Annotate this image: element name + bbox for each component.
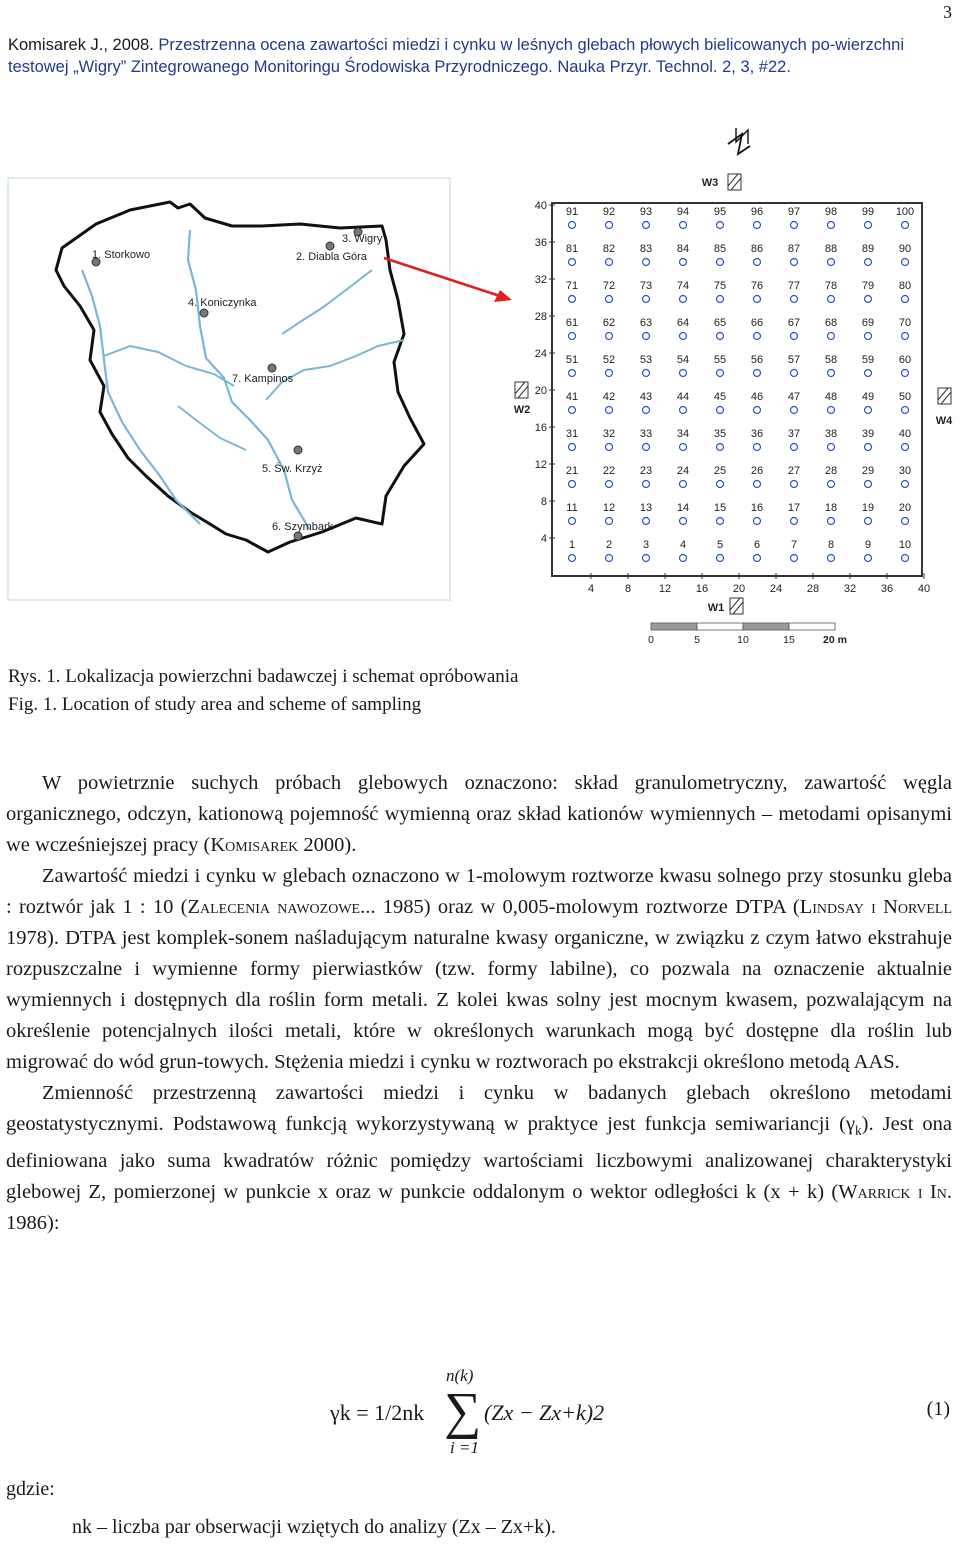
x-tick-label: 36 (880, 583, 894, 595)
sample-point-label: 54 (676, 354, 690, 366)
sample-point-label: 2 (605, 539, 613, 551)
site-marker-koniczynka (200, 309, 208, 317)
sample-point (902, 518, 909, 525)
sample-point (865, 481, 872, 488)
sample-point-label: 100 (895, 206, 915, 218)
well-label: W1 (707, 602, 725, 614)
site-label: 4. Koniczynka (188, 297, 257, 309)
sample-point-label: 67 (787, 317, 801, 329)
y-tick-label: 20 (534, 385, 547, 397)
sample-point (680, 444, 687, 451)
sample-point (828, 444, 835, 451)
sample-point (828, 333, 835, 340)
sample-point-label: 84 (676, 243, 690, 255)
page-number: 3 (943, 2, 952, 22)
sample-point (865, 407, 872, 414)
sample-point-label: 39 (861, 428, 875, 440)
y-tick-label: 24 (534, 348, 547, 360)
sample-point-label: 52 (602, 354, 616, 366)
poland-map (8, 178, 512, 600)
sample-point (717, 518, 724, 525)
well-marker-icon (728, 174, 741, 190)
sample-point (606, 259, 613, 266)
sample-point (865, 370, 872, 377)
sample-point (569, 518, 576, 525)
site-marker-diabla-gora (326, 242, 334, 250)
x-tick-label: 40 (917, 583, 931, 595)
sample-point-label: 46 (750, 391, 764, 403)
reference-lindsay: Lindsay i Norvell (799, 896, 952, 918)
sample-point-label: 9 (864, 539, 872, 551)
sample-point-label: 49 (861, 391, 875, 403)
well-label: W4 (935, 415, 953, 427)
reference-warrick: Warrick i In. (838, 1181, 952, 1204)
sample-point (754, 481, 761, 488)
sample-point-label: 22 (602, 465, 616, 477)
sum-lower-limit: i =1 (450, 1438, 479, 1457)
sample-point-label: 7 (790, 539, 798, 551)
sample-point (569, 555, 576, 562)
sample-point-label: 14 (676, 502, 690, 514)
sample-point (680, 407, 687, 414)
sample-point (791, 370, 798, 377)
sample-point-label: 95 (713, 206, 727, 218)
sample-point (791, 444, 798, 451)
sample-point-label: 99 (861, 206, 875, 218)
sample-point-label: 60 (898, 354, 912, 366)
sample-point-label: 38 (824, 428, 838, 440)
sample-point (680, 555, 687, 562)
y-tick-label: 28 (534, 311, 547, 323)
sample-point (902, 259, 909, 266)
sample-point-label: 3 (642, 539, 650, 551)
scale-bar-label: 10 (737, 634, 749, 646)
sample-point-label: 32 (602, 428, 616, 440)
x-tick-label: 32 (843, 583, 857, 595)
sample-point (569, 370, 576, 377)
sample-point-label: 47 (787, 391, 801, 403)
citation-header (8, 34, 952, 78)
sample-point-label: 65 (713, 317, 727, 329)
sample-point-label: 13 (639, 502, 653, 514)
where-label: gdzie: (6, 1478, 55, 1500)
sample-point (717, 444, 724, 451)
sample-point-label: 42 (602, 391, 616, 403)
sample-point (791, 481, 798, 488)
sample-point (902, 407, 909, 414)
sample-point-label: 44 (676, 391, 690, 403)
site-label: 7. Kampinos (232, 373, 294, 385)
sample-point (606, 333, 613, 340)
sample-point (754, 444, 761, 451)
equation-1 (0, 1368, 960, 1468)
sample-point-label: 31 (565, 428, 579, 440)
caption-en: Fig. 1. Location of study area and scheme of sampling (8, 694, 422, 715)
sample-point (606, 296, 613, 303)
sample-point (865, 518, 872, 525)
sample-point-label: 77 (787, 280, 801, 292)
sample-point (902, 370, 909, 377)
y-tick-label: 36 (534, 237, 547, 249)
sample-point-label: 15 (713, 502, 727, 514)
sample-point (902, 481, 909, 488)
paragraph-3: Zmienność przestrzenną zawartości miedzi i cynku w badanych glebach określono metodami geostatystycznymi. Podstawową funkcją wykorzystywaną w praktyce jest funkcja semiwariancji $(\gamma_k)$. Jest ona definiowana jako suma kwadratów różnic pomiędzy wartościami liczbowymi analizowanej charakterystyki glebowej Z, pomierzonej w punkcie x oraz w punkcie oddalonym o wektor odległości k (x + k) (Warrick i In. 1986): (6, 1082, 952, 1235)
sample-point (791, 518, 798, 525)
site-marker-kampinos (268, 364, 276, 372)
sample-point-label: 5 (716, 539, 724, 551)
sample-point-label: 71 (565, 280, 579, 292)
equation-number: (1) (926, 1398, 950, 1420)
sample-point (865, 222, 872, 229)
sample-point (791, 333, 798, 340)
sample-point (754, 555, 761, 562)
sample-point-label: 78 (824, 280, 838, 292)
sample-point (606, 481, 613, 488)
sample-point (606, 555, 613, 562)
sample-point (680, 370, 687, 377)
sample-point-label: 48 (824, 391, 838, 403)
sample-point-label: 41 (565, 391, 579, 403)
site-label: 1. Storkowo (92, 249, 151, 261)
sample-point (754, 407, 761, 414)
scale-bar-label: 0 (648, 634, 654, 646)
sample-point (902, 555, 909, 562)
sample-point (569, 481, 576, 488)
sample-point-label: 68 (824, 317, 838, 329)
sample-point (902, 444, 909, 451)
sample-point (643, 370, 650, 377)
sample-point (643, 481, 650, 488)
sample-point-label: 20 (898, 502, 912, 514)
sample-point (569, 444, 576, 451)
scale-bar-segment (697, 623, 743, 630)
sample-point-label: 19 (861, 502, 875, 514)
sample-point (828, 370, 835, 377)
sample-point (643, 555, 650, 562)
sample-point (569, 407, 576, 414)
sample-point (717, 259, 724, 266)
site-marker-szymbark (294, 532, 302, 540)
sample-point-label: 66 (750, 317, 764, 329)
sample-point-label: 55 (713, 354, 727, 366)
sample-point-label: 4 (679, 539, 687, 551)
sample-point (791, 407, 798, 414)
sample-point (791, 555, 798, 562)
site-label: 3. Wigry (342, 233, 383, 245)
sample-point (754, 370, 761, 377)
scale-bar-segment (789, 623, 835, 630)
pointer-arrow (384, 258, 500, 296)
y-tick-label: 8 (540, 496, 547, 508)
sample-point (828, 407, 835, 414)
sample-point-label: 93 (639, 206, 653, 218)
sample-point (717, 222, 724, 229)
sample-point-label: 72 (602, 280, 616, 292)
paragraph-1: W powietrznie suchych próbach glebowych oznaczono: skład granulometryczny, zawartość węgla organicznego, odczyn, kationową pojemność wymienną oraz skład kationów wymiennych – metodami opisanymi we wcześniejszej pracy (Komisarek 2000). (6, 772, 952, 856)
sample-point (865, 444, 872, 451)
sample-point-label: 35 (713, 428, 727, 440)
scale-bar-label: 20 m (823, 634, 847, 646)
sample-point (865, 296, 872, 303)
sample-point-label: 86 (750, 243, 764, 255)
sample-point (717, 296, 724, 303)
sample-point (902, 222, 909, 229)
sample-point-label: 96 (750, 206, 764, 218)
x-tick-label: 28 (806, 583, 820, 595)
sample-point (754, 518, 761, 525)
reference-komisarek: Komisarek (210, 834, 299, 856)
x-tick-label: 20 (732, 583, 746, 595)
sample-point-label: 10 (898, 539, 912, 551)
sample-point (680, 259, 687, 266)
sample-point (828, 259, 835, 266)
x-tick-label: 16 (695, 583, 709, 595)
sample-point-label: 53 (639, 354, 653, 366)
site-label: 6. Szymbark (272, 521, 334, 533)
sample-point (680, 518, 687, 525)
sample-point-label: 80 (898, 280, 912, 292)
sample-point-label: 11 (566, 502, 578, 514)
sample-point-label: 1 (568, 539, 576, 551)
sample-point (717, 370, 724, 377)
sample-point (569, 333, 576, 340)
sample-point (569, 296, 576, 303)
sample-point (754, 333, 761, 340)
figure-1 (0, 120, 960, 660)
sample-point (828, 555, 835, 562)
sample-point (717, 481, 724, 488)
sample-point (643, 444, 650, 451)
sample-point-label: 63 (639, 317, 653, 329)
sample-point-label: 17 (787, 502, 801, 514)
well-marker-icon (730, 598, 743, 614)
sample-point-label: 57 (787, 354, 801, 366)
sample-point-label: 79 (861, 280, 875, 292)
sample-point-label: 21 (565, 465, 579, 477)
well-marker-icon (515, 382, 528, 398)
well-label: W2 (513, 404, 531, 416)
sample-point-label: 40 (898, 428, 912, 440)
sample-point-label: 75 (713, 280, 727, 292)
y-tick-label: 12 (534, 459, 547, 471)
sample-point (865, 259, 872, 266)
citation-journal[interactable]: Nauka Przyr. Technol. 2, 3, #22. (557, 58, 791, 76)
sample-point-label: 30 (898, 465, 912, 477)
paragraph-2: Zawartość miedzi i cynku w glebach oznaczono w 1-molowym roztworze kwasu solnego przy stosunku gleba : roztwór jak 1 : 10 (Zalecenia nawozowe... 1985) oraz w 0,005-molowym roztworze DTPA (Lindsay i Norvell 1978). DTPA jest komplek-sonem naśladującym naturalne kwasy organiczne, w związku z czym łatwo ekstrahuje rozpuszczalne i wymienne formy pierwiastków (tzw. formy labilne), co pozwala na oznaczenie aktualnie wymiennych i dostępnych dla roślin form metali. Z kolei kwas solny jest mocnym kwasem, pozwalającym na określenie potencjalnych ilości metali, które w określonych warunkach mogą być dostępne dla roślin lub migrować do wód grun-towych. Stężenia miedzi i cynku w roztworach po ekstrakcji określono metodą AAS. (6, 865, 952, 1073)
sample-point-label: 76 (750, 280, 764, 292)
sample-point (606, 407, 613, 414)
caption-pl: Rys. 1. Lokalizacja powierzchni badawczej i schemat opróbowania (8, 666, 519, 687)
sample-point-label: 85 (713, 243, 727, 255)
sample-point-label: 70 (898, 317, 912, 329)
sample-point (828, 481, 835, 488)
sample-point (791, 259, 798, 266)
well-marker-icon (938, 388, 951, 404)
sample-point-label: 91 (565, 206, 579, 218)
sample-point (791, 296, 798, 303)
sample-point-label: 25 (713, 465, 727, 477)
sample-point (569, 259, 576, 266)
sample-point-label: 24 (676, 465, 690, 477)
site-marker-sw-krzyz (294, 446, 302, 454)
sample-point-label: 82 (602, 243, 616, 255)
sampling-grid (514, 128, 953, 646)
sample-point-label: 23 (639, 465, 653, 477)
sample-point-label: 90 (898, 243, 912, 255)
sample-point-label: 29 (861, 465, 875, 477)
sample-point-label: 89 (861, 243, 875, 255)
sample-point (643, 259, 650, 266)
scale-bar-label: 5 (694, 634, 700, 646)
scale-bar-segment (743, 623, 789, 630)
sample-point (643, 222, 650, 229)
sample-point-label: 18 (824, 502, 838, 514)
sample-point (828, 222, 835, 229)
sample-point (717, 555, 724, 562)
sample-point (717, 333, 724, 340)
sample-point (569, 222, 576, 229)
sample-point-label: 8 (827, 539, 835, 551)
sample-point-label: 62 (602, 317, 616, 329)
sample-point (643, 407, 650, 414)
sample-point-label: 59 (861, 354, 875, 366)
sample-point (754, 222, 761, 229)
sample-point (828, 296, 835, 303)
sample-point-label: 73 (639, 280, 653, 292)
site-label: 5. Św. Krzyż (262, 463, 323, 475)
sample-point-label: 56 (750, 354, 764, 366)
scale-bar-segment (651, 623, 697, 630)
sample-point-label: 61 (565, 317, 579, 329)
sample-point-label: 37 (787, 428, 801, 440)
sample-point-label: 51 (565, 354, 579, 366)
x-tick-label: 24 (769, 583, 783, 595)
sample-point-label: 6 (753, 539, 761, 551)
x-tick-label: 4 (587, 583, 595, 595)
sample-point-label: 92 (602, 206, 616, 218)
sample-point (754, 296, 761, 303)
sample-point-label: 26 (750, 465, 764, 477)
sample-point-label: 69 (861, 317, 875, 329)
x-tick-label: 8 (624, 583, 632, 595)
sample-point-label: 87 (787, 243, 801, 255)
sample-point (643, 333, 650, 340)
sample-point-label: 88 (824, 243, 838, 255)
sample-point (606, 518, 613, 525)
sample-point-label: 16 (750, 502, 764, 514)
sample-point (680, 481, 687, 488)
sample-point (606, 444, 613, 451)
sample-point (902, 296, 909, 303)
sum-symbol-icon: ∑ (444, 1383, 482, 1440)
sample-point-label: 74 (676, 280, 690, 292)
scale-bar-label: 15 (783, 634, 795, 646)
nk-definition: nk – liczba par obserwacji wziętych do analizy (Zx – Zx+k). (72, 1516, 556, 1538)
site-label: 2. Diabla Góra (296, 251, 367, 263)
sample-point-label: 34 (676, 428, 690, 440)
figure-captions (8, 663, 518, 719)
sample-point-label: 98 (824, 206, 838, 218)
x-tick-label: 12 (658, 583, 672, 595)
sample-point (865, 333, 872, 340)
sample-point-label: 36 (750, 428, 764, 440)
sample-point-label: 12 (602, 502, 616, 514)
sample-point (606, 370, 613, 377)
sample-point-label: 50 (898, 391, 912, 403)
sample-point (902, 333, 909, 340)
sample-point-label: 97 (787, 206, 801, 218)
y-tick-label: 32 (534, 274, 547, 286)
sample-point (791, 222, 798, 229)
sample-point-label: 64 (676, 317, 690, 329)
sample-point-label: 27 (787, 465, 801, 477)
sample-point (606, 222, 613, 229)
sum-upper-limit: n(k) (446, 1366, 474, 1385)
sample-point-label: 45 (713, 391, 727, 403)
sample-point-label: 43 (639, 391, 653, 403)
sample-point-label: 83 (639, 243, 653, 255)
sample-point-label: 58 (824, 354, 838, 366)
well-label: W3 (701, 177, 719, 189)
equation-lhs: γk = 1/2nk (330, 1400, 425, 1425)
sample-point-label: 81 (565, 243, 579, 255)
sample-point (680, 333, 687, 340)
sample-point (828, 518, 835, 525)
y-tick-label: 4 (540, 533, 547, 545)
citation-authors: Komisarek J., 2008. (8, 36, 154, 54)
sample-point (717, 407, 724, 414)
sample-point-label: 94 (676, 206, 690, 218)
north-arrow-icon (728, 134, 750, 154)
y-tick-label: 40 (534, 200, 547, 212)
sample-point (643, 518, 650, 525)
reference-zalecenia: Zalecenia nawozowe (187, 896, 361, 918)
body-text (6, 768, 952, 1239)
sample-point (865, 555, 872, 562)
sample-point (680, 222, 687, 229)
sample-point (680, 296, 687, 303)
equation-term: (Zx − Zx+k)2 (484, 1400, 605, 1425)
sample-point (754, 259, 761, 266)
citation-title[interactable]: Przestrzenna ocena zawartości miedzi i cynku w leśnych glebach płowych bielicowanych po-wierzchni testowej „Wigry” Zintegrowanego Monitoringu Środowiska Przyrodniczego. (8, 36, 905, 76)
y-tick-label: 16 (534, 422, 547, 434)
sample-point-label: 33 (639, 428, 653, 440)
sample-point-label: 28 (824, 465, 838, 477)
sample-point (643, 296, 650, 303)
